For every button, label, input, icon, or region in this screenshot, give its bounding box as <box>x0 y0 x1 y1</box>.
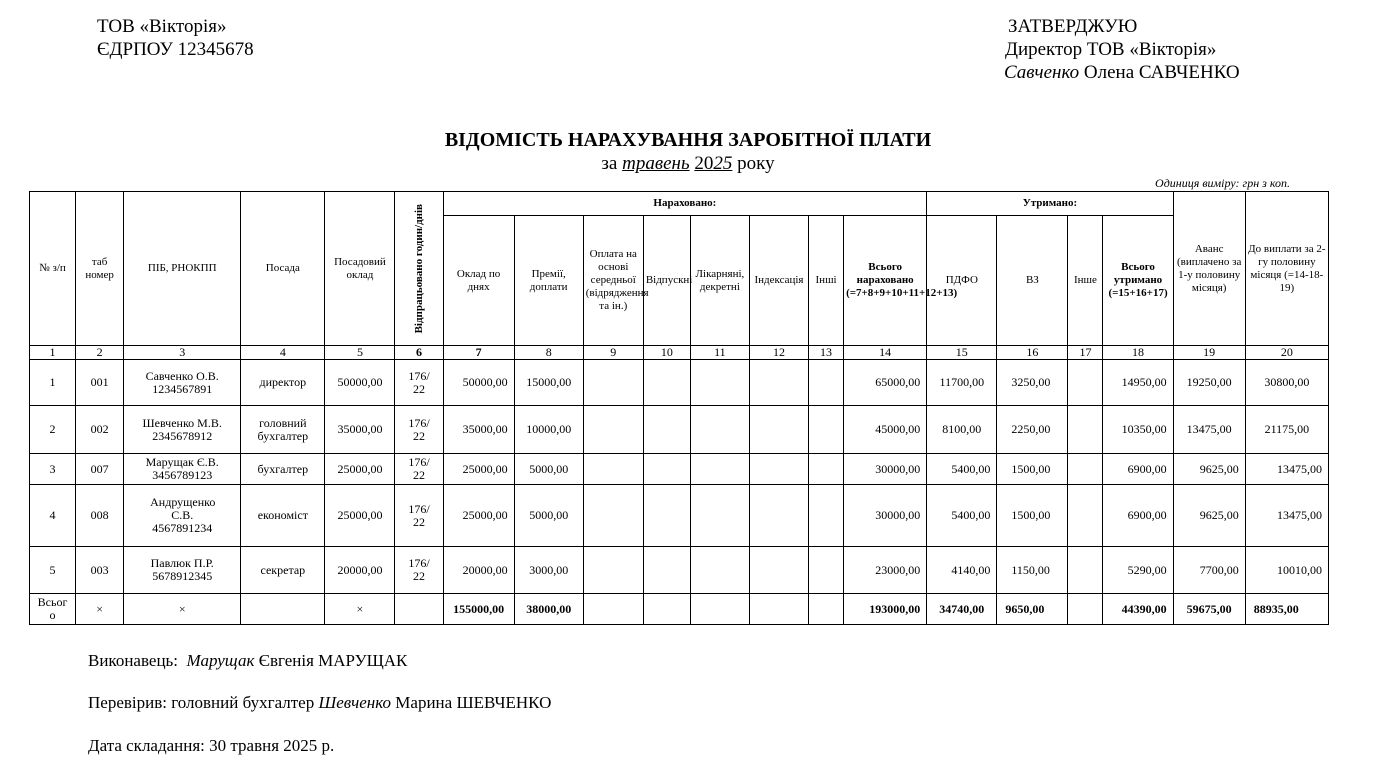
cell-topay: 13475,00 <box>1245 454 1328 485</box>
cell-salary: 20000,00 <box>325 547 395 594</box>
col-pib-header: ПІБ, РНОКПП <box>124 192 241 346</box>
cell-empty <box>749 360 808 406</box>
total-x: × <box>325 594 395 625</box>
cell-empty <box>690 547 749 594</box>
executor-signature: Марущак <box>186 651 255 670</box>
cell-empty <box>583 485 643 547</box>
cell-hours-a: 176/ <box>408 415 430 430</box>
group-accrued-header: Нараховано: <box>443 192 927 216</box>
col-sick-header: Лікарняні, декретні <box>690 216 749 346</box>
cell-empty <box>690 485 749 547</box>
cell-empty <box>241 594 325 625</box>
cell-bonus: 5000,00 <box>514 454 583 485</box>
cell-pib <box>124 406 241 454</box>
total-label: Всього <box>30 594 76 625</box>
col-bonus-header: Премії, доплати <box>514 216 583 346</box>
unit-note: Одиниця виміру: грн з коп. <box>1155 176 1290 190</box>
table-row <box>30 454 1329 485</box>
cell-empty <box>1068 594 1103 625</box>
cell-hours-a: 176/ <box>408 368 430 383</box>
cell-advance: 9625,00 <box>1173 485 1245 547</box>
cell-topay: 13475,00 <box>1245 485 1328 547</box>
cell-total-withheld: 5290,00 <box>1103 547 1173 594</box>
checked-label: Перевірив: головний бухгалтер <box>88 693 315 712</box>
cell-salary: 25000,00 <box>325 485 395 547</box>
col-number: 11 <box>690 346 749 360</box>
cell-empty <box>1068 360 1103 406</box>
group-withheld-header: Утримано: <box>927 192 1173 216</box>
cell-empty <box>809 360 844 406</box>
period-year-a: 20 <box>694 153 714 174</box>
cell-num: 1 <box>30 360 76 406</box>
checked-signature: Шевченко <box>318 693 392 712</box>
cell-total-accrued: 65000,00 <box>844 360 927 406</box>
col-number: 4 <box>241 346 325 360</box>
col-topay-header: До виплати за 2-гу половину місяця (=14-18-19) <box>1245 192 1328 346</box>
cell-topay: 21175,00 <box>1245 406 1328 454</box>
company-code: ЄДРПОУ 12345678 <box>97 39 254 60</box>
cell-pib <box>124 454 241 485</box>
col-number: 16 <box>997 346 1068 360</box>
cell-pdfo: 5400,00 <box>927 454 997 485</box>
cell-hours <box>395 547 443 594</box>
cell-vz: 3250,00 <box>997 360 1068 406</box>
col-tab-header: таб номер <box>76 192 124 346</box>
period-prefix: за <box>601 153 618 174</box>
director-name: Олена САВЧЕНКО <box>1083 62 1240 83</box>
cell-empty <box>690 360 749 406</box>
col-number: 7 <box>443 346 514 360</box>
total-vz: 9650,00 <box>997 594 1068 625</box>
date-line: Дата складання: 30 травня 2025 р. <box>88 736 335 755</box>
cell-total-withheld: 6900,00 <box>1103 454 1173 485</box>
cell-total-accrued: 30000,00 <box>844 485 927 547</box>
cell-hours-a: 176/ <box>408 501 430 516</box>
cell-bonus: 5000,00 <box>514 485 583 547</box>
total-x: × <box>124 594 241 625</box>
cell-advance: 13475,00 <box>1173 406 1245 454</box>
col-number: 20 <box>1245 346 1328 360</box>
cell-hours <box>395 360 443 406</box>
cell-empty <box>749 406 808 454</box>
cell-vz: 2250,00 <box>997 406 1068 454</box>
col-number: 14 <box>844 346 927 360</box>
period-month: травень <box>622 153 690 174</box>
cell-hours <box>395 485 443 547</box>
company-name: ТОВ «Вікторія» <box>97 16 227 37</box>
cell-tab: 003 <box>76 547 124 594</box>
cell-pdfo: 4140,00 <box>927 547 997 594</box>
approve-position: Директор ТОВ «Вікторія» <box>1005 39 1217 60</box>
column-number-row <box>30 346 1329 360</box>
col-bydays-header: Оклад по днях <box>443 216 514 346</box>
col-number: 10 <box>643 346 690 360</box>
cell-pib-name: Павлюк П.Р. <box>150 556 214 570</box>
cell-topay: 10010,00 <box>1245 547 1328 594</box>
checked-name: Марина ШЕВЧЕНКО <box>395 693 552 712</box>
col-number: 6 <box>395 346 443 360</box>
cell-vz: 1500,00 <box>997 485 1068 547</box>
cell-pib-code: 5678912345 <box>152 569 213 583</box>
period-line <box>0 153 1376 175</box>
checked-line <box>88 693 551 713</box>
cell-empty <box>583 454 643 485</box>
hours-header-text: Відпрацьовано годин/днів <box>412 203 425 334</box>
cell-hours <box>395 454 443 485</box>
cell-bonus: 3000,00 <box>514 547 583 594</box>
col-total-accrued-header: Всього нараховано (=7+8+9+10+11+12+13) <box>844 216 927 346</box>
cell-total-accrued: 30000,00 <box>844 454 927 485</box>
cell-position: бухгалтер <box>241 454 325 485</box>
cell-bydays: 25000,00 <box>443 485 514 547</box>
cell-empty <box>395 594 443 625</box>
cell-empty <box>583 594 643 625</box>
cell-empty <box>809 406 844 454</box>
col-number: 5 <box>325 346 395 360</box>
cell-hours-b: 22 <box>413 569 426 583</box>
cell-advance: 19250,00 <box>1173 360 1245 406</box>
cell-pib <box>124 485 241 547</box>
cell-empty <box>643 485 690 547</box>
cell-bydays: 25000,00 <box>443 454 514 485</box>
cell-empty <box>690 454 749 485</box>
page-title: ВІДОМІСТЬ НАРАХУВАННЯ ЗАРОБІТНОЇ ПЛАТИ <box>444 129 932 151</box>
director-signature: Савченко <box>1004 62 1080 83</box>
cell-empty <box>809 594 844 625</box>
executor-label: Виконавець: <box>88 651 179 670</box>
total-withheld: 44390,00 <box>1103 594 1173 625</box>
col-other-w-header: Інше <box>1068 216 1103 346</box>
total-x: × <box>76 594 124 625</box>
cell-num: 3 <box>30 454 76 485</box>
total-bydays: 155000,00 <box>443 594 514 625</box>
cell-bydays: 35000,00 <box>443 406 514 454</box>
cell-vz: 1500,00 <box>997 454 1068 485</box>
cell-advance: 9625,00 <box>1173 454 1245 485</box>
executor-name: Євгенія МАРУЩАК <box>258 651 408 670</box>
cell-empty <box>583 360 643 406</box>
table-row <box>30 485 1329 547</box>
total-pdfo: 34740,00 <box>927 594 997 625</box>
col-vz-header: ВЗ <box>997 216 1068 346</box>
cell-tab: 002 <box>76 406 124 454</box>
cell-total-withheld: 14950,00 <box>1103 360 1173 406</box>
col-salary-header: Посадовий оклад <box>325 192 395 346</box>
col-vacation-header: Відпускні <box>643 216 690 346</box>
cell-pdfo: 5400,00 <box>927 485 997 547</box>
cell-position: економіст <box>241 485 325 547</box>
cell-bydays: 50000,00 <box>443 360 514 406</box>
cell-empty <box>749 594 808 625</box>
col-number: 13 <box>809 346 844 360</box>
cell-hours <box>395 406 443 454</box>
cell-tab: 001 <box>76 360 124 406</box>
cell-empty <box>749 485 808 547</box>
cell-empty <box>1068 547 1103 594</box>
cell-pib <box>124 547 241 594</box>
cell-tab: 008 <box>76 485 124 547</box>
cell-bonus: 15000,00 <box>514 360 583 406</box>
cell-empty <box>643 406 690 454</box>
cell-total-withheld: 10350,00 <box>1103 406 1173 454</box>
cell-salary: 25000,00 <box>325 454 395 485</box>
cell-total-accrued: 45000,00 <box>844 406 927 454</box>
cell-empty <box>1068 454 1103 485</box>
col-number: 17 <box>1068 346 1103 360</box>
cell-num: 5 <box>30 547 76 594</box>
cell-empty <box>643 454 690 485</box>
cell-empty <box>1068 485 1103 547</box>
cell-empty <box>690 406 749 454</box>
total-topay: 88935,00 <box>1245 594 1328 625</box>
cell-position: директор <box>241 360 325 406</box>
payroll-table <box>29 191 1329 625</box>
table-row <box>30 360 1329 406</box>
table-row <box>30 547 1329 594</box>
cell-pib-code: 4567891234 <box>152 521 213 535</box>
cell-total-accrued: 23000,00 <box>844 547 927 594</box>
cell-bydays: 20000,00 <box>443 547 514 594</box>
cell-pib-code: 1234567891 <box>152 381 213 396</box>
cell-hours-a: 176/ <box>408 455 430 469</box>
cell-pib-name: Савченко О.В. <box>145 368 219 383</box>
executor-line <box>88 651 407 671</box>
col-position-header: Посада <box>241 192 325 346</box>
cell-vz: 1150,00 <box>997 547 1068 594</box>
cell-empty <box>749 454 808 485</box>
cell-hours-a: 176/ <box>408 556 430 570</box>
cell-hours-b: 22 <box>413 514 426 529</box>
table-row <box>30 406 1329 454</box>
cell-empty <box>643 547 690 594</box>
col-number: 2 <box>76 346 124 360</box>
col-number: 15 <box>927 346 997 360</box>
col-number: 3 <box>124 346 241 360</box>
col-num-header: № з/п <box>30 192 76 346</box>
cell-topay: 30800,00 <box>1245 360 1328 406</box>
cell-total-withheld: 6900,00 <box>1103 485 1173 547</box>
col-avg-header: Оплата на основі середньої (відрядження та ін.) <box>583 216 643 346</box>
col-pdfo-header: ПДФО <box>927 216 997 346</box>
cell-empty <box>809 547 844 594</box>
total-accrued: 193000,00 <box>844 594 927 625</box>
col-index-header: Індексація <box>749 216 808 346</box>
cell-position: секретар <box>241 547 325 594</box>
cell-tab: 007 <box>76 454 124 485</box>
col-total-withheld-header: Всього утримано (=15+16+17) <box>1103 216 1173 346</box>
approve-signature-line <box>1004 61 1240 85</box>
cell-empty <box>583 547 643 594</box>
cell-pib-code: 2345678912 <box>152 428 213 443</box>
col-number: 18 <box>1103 346 1173 360</box>
cell-hours-b: 22 <box>413 428 426 443</box>
total-bonus: 38000,00 <box>514 594 583 625</box>
total-row <box>30 594 1329 625</box>
cell-bonus: 10000,00 <box>514 406 583 454</box>
period-year-b: 25 <box>713 153 733 174</box>
cell-empty <box>809 485 844 547</box>
cell-pdfo: 8100,00 <box>927 406 997 454</box>
cell-pib <box>124 360 241 406</box>
cell-num: 4 <box>30 485 76 547</box>
period-suffix: року <box>737 153 775 174</box>
cell-hours-b: 22 <box>413 468 426 482</box>
cell-empty <box>643 594 690 625</box>
cell-empty <box>749 547 808 594</box>
col-hours-header <box>395 192 443 346</box>
header-group-row <box>30 192 1329 216</box>
cell-pib-name: Марущак Є.В. <box>145 455 219 469</box>
cell-empty <box>583 406 643 454</box>
col-number: 1 <box>30 346 76 360</box>
cell-salary: 35000,00 <box>325 406 395 454</box>
approve-label: ЗАТВЕРДЖУЮ <box>1008 16 1138 37</box>
col-number: 19 <box>1173 346 1245 360</box>
col-other-header: Інші <box>809 216 844 346</box>
cell-advance: 7700,00 <box>1173 547 1245 594</box>
cell-hours-b: 22 <box>413 381 426 396</box>
cell-empty <box>643 360 690 406</box>
cell-empty <box>809 454 844 485</box>
col-advance-header: Аванс (виплачено за 1-у половину місяця) <box>1173 192 1245 346</box>
col-number: 9 <box>583 346 643 360</box>
cell-pib-name: Шевченко М.В. <box>142 415 222 430</box>
cell-position: головний бухгалтер <box>241 406 325 454</box>
cell-pdfo: 11700,00 <box>927 360 997 406</box>
col-number: 8 <box>514 346 583 360</box>
cell-empty <box>1068 406 1103 454</box>
cell-pib-code: 3456789123 <box>152 468 213 482</box>
cell-salary: 50000,00 <box>325 360 395 406</box>
total-advance: 59675,00 <box>1173 594 1245 625</box>
cell-empty <box>690 594 749 625</box>
cell-num: 2 <box>30 406 76 454</box>
col-number: 12 <box>749 346 808 360</box>
cell-pib-name: Андрущенко С.В. <box>150 495 216 522</box>
